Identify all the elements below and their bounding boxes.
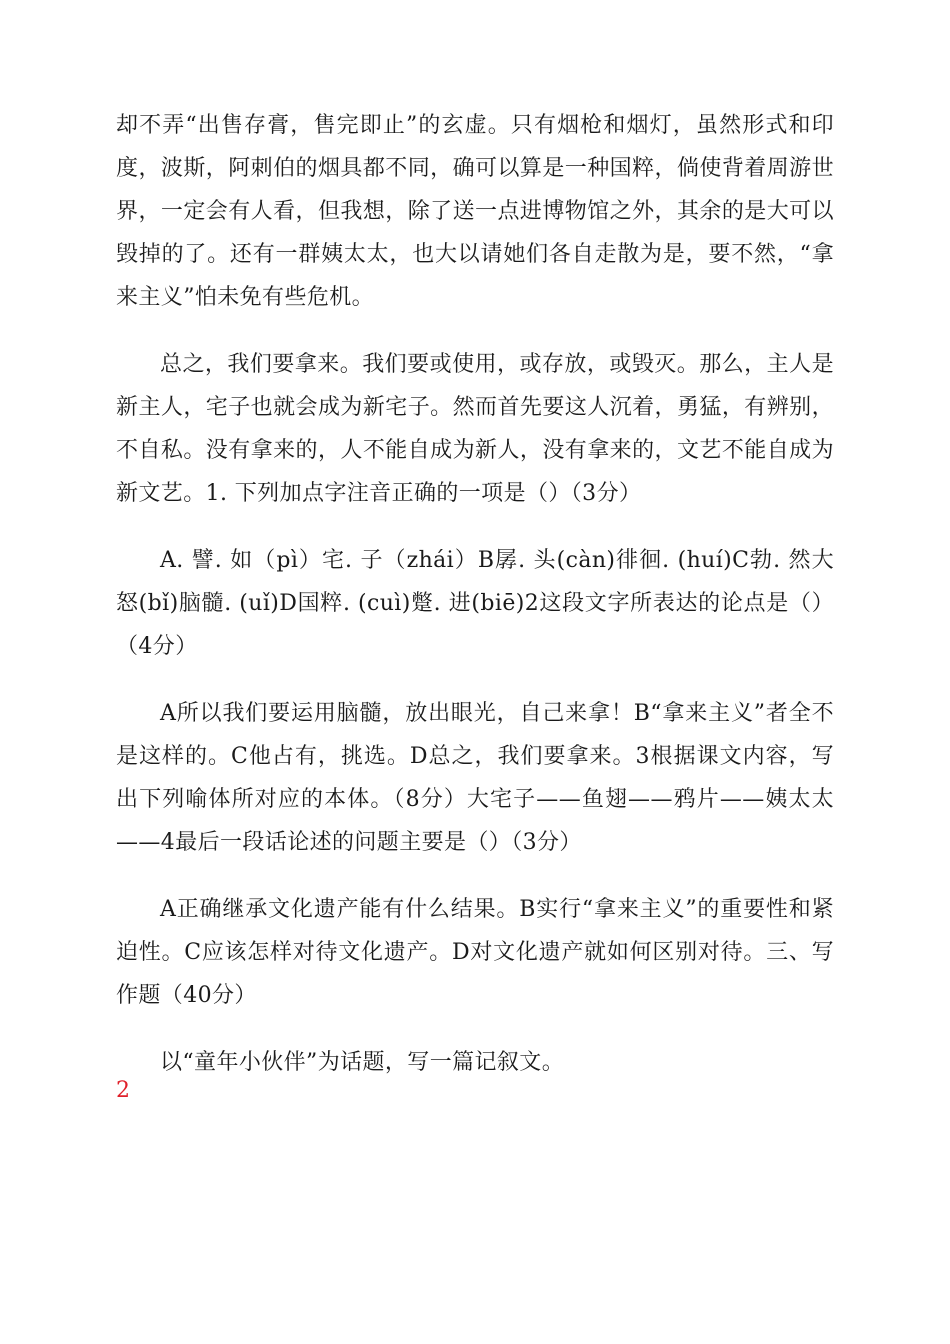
page-number: 2 <box>116 1078 130 1103</box>
question-options-last: A正确继承文化遗产能有什么结果。B实行“拿来主义”的重要性和紧迫性。C应该怎样对待文化遗产。D对文化遗产就如何区别对待。三、写作题（40分） <box>116 897 834 1008</box>
question-pinyin: A. 譬. 如（pì）宅. 子（zhái）B孱. 头(càn)徘徊. (huí)C勃. 然大怒(bǐ)脑髓. (uǐ)D国粹. (cuì)蹩. 进(biē)2这段文字所表达的论点是（）（4分） <box>116 548 834 659</box>
document-body <box>116 104 834 1084</box>
writing-prompt: 以“童年小伙伴”为话题，写一篇记叙文。 <box>160 1050 565 1075</box>
paragraph-conclusion: 总之，我们要拿来。我们要或使用，或存放，或毁灭。那么，主人是新主人，宅子也就会成为新宅子。然而首先要这人沉着，勇猛，有辨别，不自私。没有拿来的，人不能自成为新人，没有拿来的，文艺不能自成为新文艺。1. 下列加点字注音正确的一项是（）（3分） <box>116 352 834 506</box>
question-options-thesis: A所以我们要运用脑髓，放出眼光，自己来拿！B“拿来主义”者全不是这样的。C他占有，挑选。D总之，我们要拿来。3根据课文内容，写出下列喻体所对应的本体。（8分）大宅子——鱼翅——鸦片——姨太太——4最后一段话论述的问题主要是（）（3分） <box>116 701 834 855</box>
paragraph-continuation: 却不弄“出售存膏，售完即止”的玄虚。只有烟枪和烟灯，虽然形式和印度，波斯，阿刺伯的烟具都不同，确可以算是一种国粹，倘使背着周游世界，一定会有人看，但我想，除了送一点进博物馆之外，其余的是大可以毁掉的了。还有一群姨太太，也大以请她们各自走散为是，要不然，“拿来主义”怕未免有些危机。 <box>116 113 834 310</box>
